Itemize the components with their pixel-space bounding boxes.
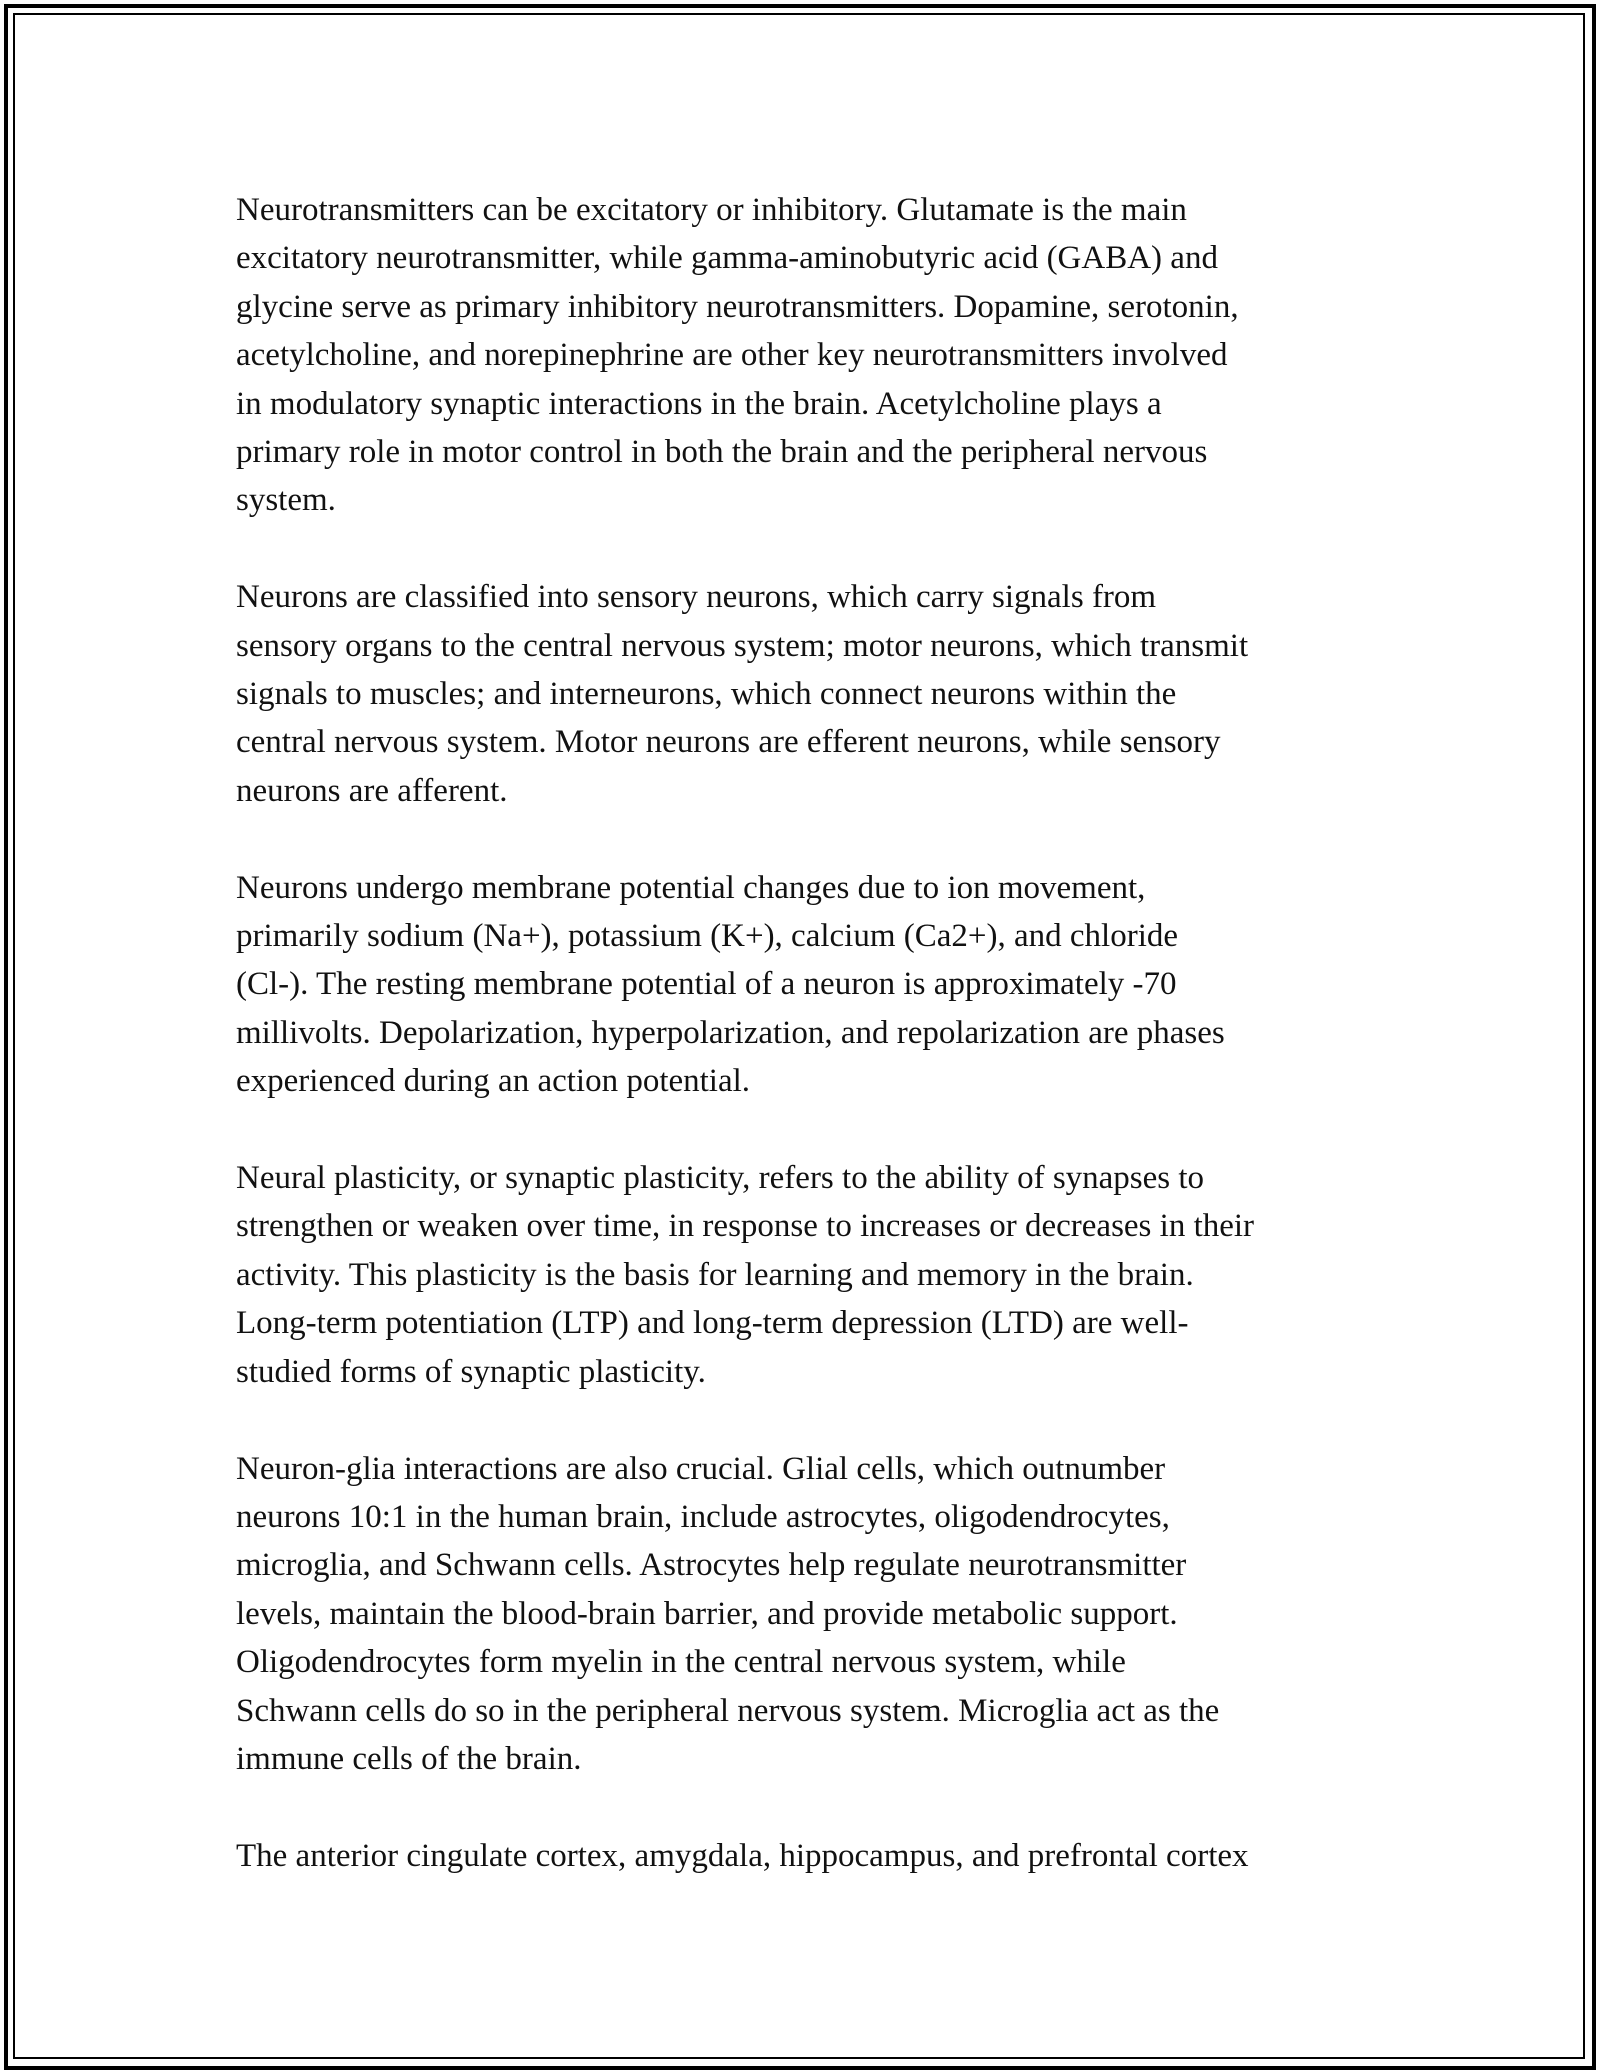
- text-line: neurons are afferent.: [236, 772, 508, 809]
- text-line: primarily sodium (Na+), potassium (K+), calcium (Ca2+), and chloride: [236, 918, 1179, 955]
- paragraph-neuron-glia: [236, 1445, 1376, 1784]
- text-line: glycine serve as primary inhibitory neurotransmitters. Dopamine, serotonin,: [236, 288, 1239, 325]
- paragraph-membrane-potential: [236, 864, 1376, 1106]
- text-line: experienced during an action potential.: [236, 1063, 751, 1100]
- text-line: acetylcholine, and norepinephrine are other key neurotransmitters involved: [236, 337, 1228, 374]
- text-line: microglia, and Schwann cells. Astrocytes help regulate neurotransmitter: [236, 1547, 1187, 1584]
- text-line: levels, maintain the blood-brain barrier, and provide metabolic support.: [236, 1595, 1178, 1632]
- text-line: Neuron-glia interactions are also crucial. Glial cells, which outnumber: [236, 1450, 1166, 1487]
- text-line: system.: [236, 482, 336, 519]
- text-line: central nervous system. Motor neurons are efferent neurons, while sensory: [236, 724, 1221, 761]
- text-line: excitatory neurotransmitter, while gamma-aminobutyric acid (GABA) and: [236, 240, 1218, 277]
- text-line: (Cl-). The resting membrane potential of a neuron is approximately -70: [236, 966, 1177, 1003]
- text-line: Neural plasticity, or synaptic plasticity, refers to the ability of synapses to: [236, 1160, 1205, 1197]
- text-line: studied forms of synaptic plasticity.: [236, 1353, 706, 1390]
- text-line: The anterior cingulate cortex, amygdala, hippocampus, and prefrontal cortex: [236, 1837, 1249, 1874]
- text-line: millivolts. Depolarization, hyperpolarization, and repolarization are phases: [236, 1014, 1225, 1051]
- paragraph-brain-regions: [236, 1832, 1376, 1880]
- text-line: primary role in motor control in both the brain and the peripheral nervous: [236, 434, 1208, 471]
- document-body: [236, 186, 1376, 1929]
- text-line: Neurons undergo membrane potential changes due to ion movement,: [236, 869, 1146, 906]
- text-line: strengthen or weaken over time, in response to increases or decreases in their: [236, 1208, 1255, 1245]
- text-line: sensory organs to the central nervous system; motor neurons, which transmit: [236, 627, 1249, 664]
- text-line: in modulatory synaptic interactions in the brain. Acetylcholine plays a: [236, 385, 1162, 422]
- text-line: neurons 10:1 in the human brain, include astrocytes, oligodendrocytes,: [236, 1498, 1170, 1535]
- text-line: Long-term potentiation (LTP) and long-term depression (LTD) are well-: [236, 1305, 1189, 1342]
- text-line: immune cells of the brain.: [236, 1740, 582, 1777]
- text-line: Neurotransmitters can be excitatory or inhibitory. Glutamate is the main: [236, 192, 1187, 228]
- text-line: Oligodendrocytes form myelin in the central nervous system, while: [236, 1644, 1126, 1681]
- paragraph-neuron-classification: [236, 573, 1376, 815]
- text-line: Neurons are classified into sensory neurons, which carry signals from: [236, 579, 1157, 616]
- paragraph-neural-plasticity: [236, 1154, 1376, 1396]
- text-line: activity. This plasticity is the basis for learning and memory in the brain.: [236, 1256, 1194, 1293]
- paragraph-neurotransmitters: [236, 186, 1376, 525]
- text-line: Schwann cells do so in the peripheral nervous system. Microglia act as the: [236, 1692, 1220, 1729]
- text-line: signals to muscles; and interneurons, which connect neurons within the: [236, 676, 1177, 713]
